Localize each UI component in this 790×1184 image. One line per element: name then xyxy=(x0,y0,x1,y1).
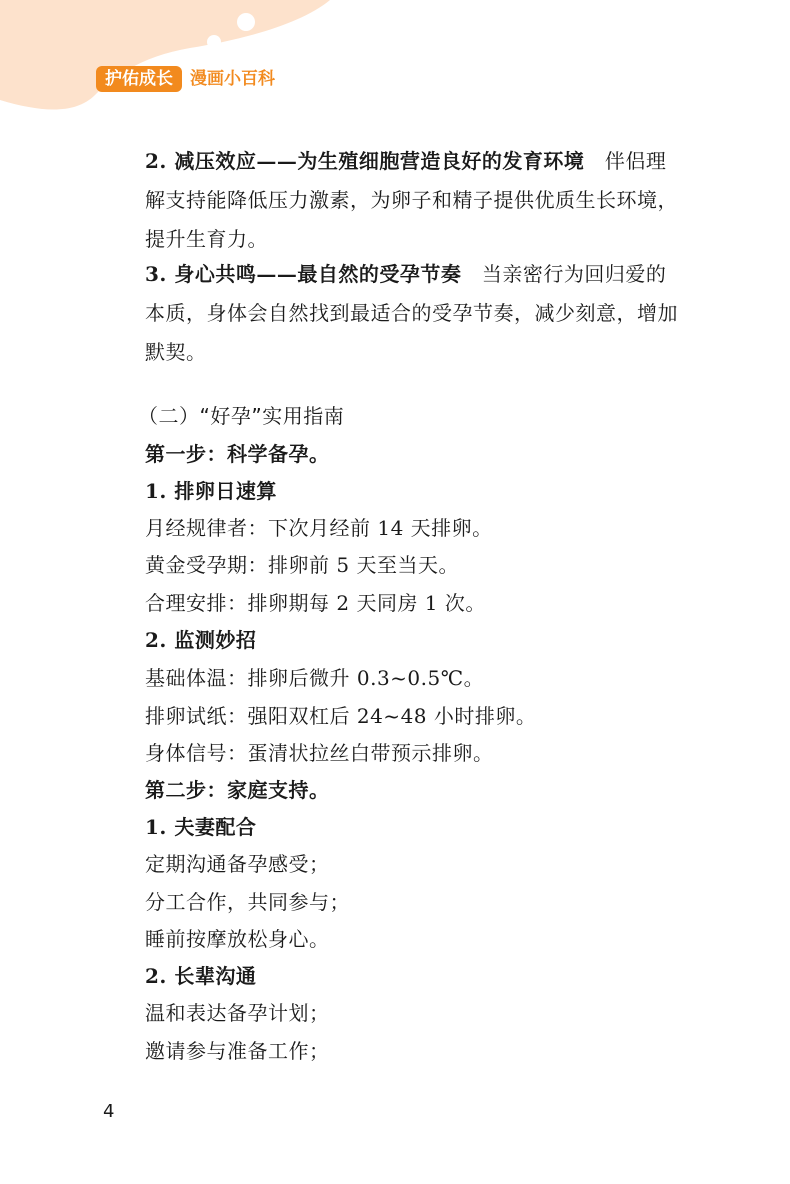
paragraph-3-lead: 3. 身心共鸣——最自然的受孕节奏 xyxy=(145,262,462,286)
paragraph-2-lead: 2. 减压效应——为生殖细胞营造良好的发育环境 xyxy=(145,149,585,173)
paragraph-3-text: 当亲密行为回归爱的本质，身体会自然找到最适合的受孕节奏，减少刻意，增加默契。 xyxy=(145,262,678,364)
list-item: 身体信号：蛋清状拉丝白带预示排卵。 xyxy=(145,741,494,765)
paragraph-2-text: 伴侣理解支持能降低压力激素，为卵子和精子提供优质生长环境，提升生育力。 xyxy=(145,149,678,251)
list-item: 排卵试纸：强阳双杠后 24~48 小时排卵。 xyxy=(145,704,537,728)
decorative-corner-shape xyxy=(0,0,330,130)
list-item: 合理安排：排卵期每 2 天同房 1 次。 xyxy=(145,591,486,615)
book-title: 漫画小百科 xyxy=(190,69,275,89)
subheading-monitoring: 2. 监测妙招 xyxy=(145,628,257,652)
list-item: 温和表达备孕计划； xyxy=(145,1001,330,1025)
step-1-heading: 第一步：科学备孕。 xyxy=(145,442,330,466)
list-item: 定期沟通备孕感受； xyxy=(145,852,330,876)
list-item: 睡前按摩放松身心。 xyxy=(145,927,330,951)
series-label: 护佑成长 xyxy=(96,66,182,92)
subheading-ovulation: 1. 排卵日速算 xyxy=(145,479,277,503)
book-header xyxy=(96,66,275,92)
subheading-elders: 2. 长辈沟通 xyxy=(145,964,257,988)
list-item: 基础体温：排卵后微升 0.3~0.5℃。 xyxy=(145,666,485,690)
list-item: 黄金受孕期：排卵前 5 天至当天。 xyxy=(145,553,459,577)
list-item: 邀请参与准备工作； xyxy=(145,1039,330,1063)
subheading-couple: 1. 夫妻配合 xyxy=(145,815,257,839)
list-item: 月经规律者：下次月经前 14 天排卵。 xyxy=(145,516,493,540)
page-number: 4 xyxy=(103,1101,115,1122)
paragraph-3 xyxy=(145,255,680,372)
paragraph-2 xyxy=(145,142,680,259)
section-title: （二）“好孕”实用指南 xyxy=(138,404,345,428)
list-item: 分工合作，共同参与； xyxy=(145,890,350,914)
step-2-heading: 第二步：家庭支持。 xyxy=(145,778,330,802)
